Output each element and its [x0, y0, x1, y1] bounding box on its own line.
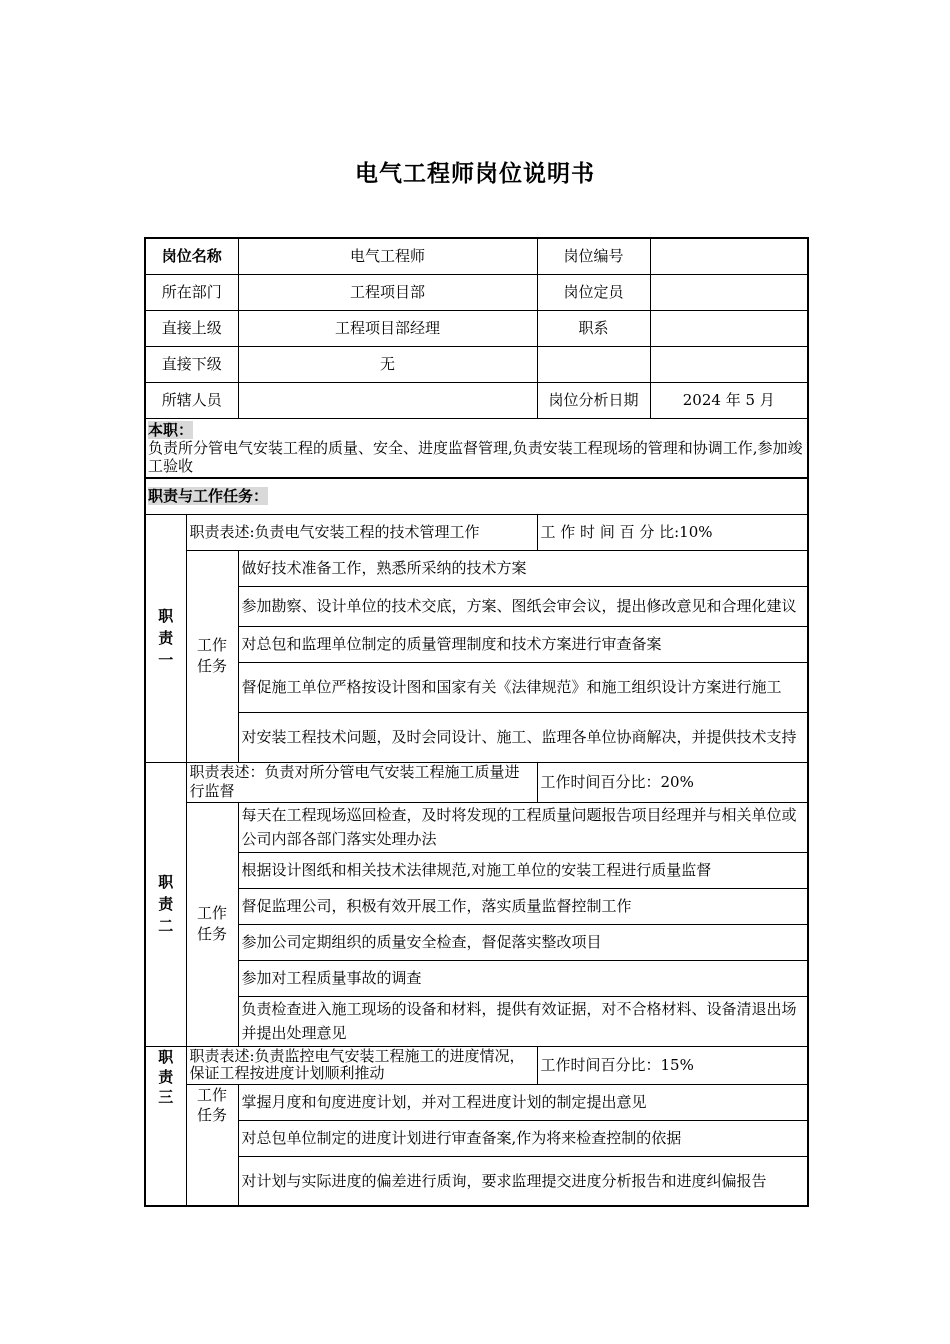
main-duty-text: 负责所分管电气安装工程的质量、安全、进度监督管理,负责安装工程现场的管理和协调工作,参加竣工验收 [148, 438, 803, 475]
label-analysis-date: 岗位分析日期 [537, 382, 650, 418]
job-description-table [144, 237, 809, 1207]
value-department: 工程项目部 [238, 274, 537, 310]
label-staff: 所辖人员 [145, 382, 238, 418]
duties-header: 职责与工作任务： [148, 486, 269, 505]
duty-1-name: 职责一 [145, 514, 186, 762]
duty-3-name: 职责三 [145, 1046, 186, 1206]
label-job-family: 职系 [537, 310, 650, 346]
value-staff [238, 382, 537, 418]
label-headcount: 岗位定员 [537, 274, 650, 310]
label-empty [537, 346, 650, 382]
duty-3-task: 对计划与实际进度的偏差进行质询，要求监理提交进度分析报告和进度纠偏报告 [238, 1156, 808, 1206]
value-position-name: 电气工程师 [238, 238, 537, 274]
duty-2-percent: 工作时间百分比：20% [537, 762, 808, 802]
value-job-family [650, 310, 808, 346]
duty-2-task: 每天在工程现场巡回检查，及时将发现的工程质量问题报告项目经理并与相关单位或公司内部各部门落实处理办法 [238, 802, 808, 852]
duty-3-percent: 工作时间百分比：15% [537, 1046, 808, 1084]
duty-2-task: 根据设计图纸和相关技术法律规范,对施工单位的安装工程进行质量监督 [238, 852, 808, 888]
duty-3-work-tasks-label: 工作任务 [186, 1084, 238, 1206]
duty-1-percent: 工 作 时 间 百 分 比:10% [537, 514, 808, 550]
duty-2-statement: 职责表述：负责对所分管电气安装工程施工质量进行监督 [186, 762, 537, 802]
value-position-code [650, 238, 808, 274]
duty-2-task: 督促监理公司，积极有效开展工作，落实质量监督控制工作 [238, 888, 808, 924]
duty-2-name: 职责二 [145, 762, 186, 1046]
value-headcount [650, 274, 808, 310]
duty-1-work-tasks-label: 工作任务 [186, 550, 238, 762]
duty-1-task: 督促施工单位严格按设计图和国家有关《法律规范》和施工组织设计方案进行施工 [238, 662, 808, 712]
value-subordinate: 无 [238, 346, 537, 382]
duty-2-task: 参加公司定期组织的质量安全检查，督促落实整改项目 [238, 924, 808, 960]
label-supervisor: 直接上级 [145, 310, 238, 346]
value-analysis-date: 2024 年 5 月 [650, 382, 808, 418]
label-position-name: 岗位名称 [145, 238, 238, 274]
duty-2-task: 参加对工程质量事故的调查 [238, 960, 808, 996]
duty-3-statement: 职责表述:负责监控电气安装工程施工的进度情况，保证工程按进度计划顺利推动 [186, 1046, 537, 1084]
label-position-code: 岗位编号 [537, 238, 650, 274]
value-empty [650, 346, 808, 382]
duty-2-task: 负责检查进入施工现场的设备和材料，提供有效证据，对不合格材料、设备清退出场并提出处理意见 [238, 996, 808, 1046]
duty-3-task: 掌握月度和旬度进度计划，并对工程进度计划的制定提出意见 [238, 1084, 808, 1120]
duty-1-statement: 职责表述:负责电气安装工程的技术管理工作 [186, 514, 537, 550]
label-subordinate: 直接下级 [145, 346, 238, 382]
value-supervisor: 工程项目部经理 [238, 310, 537, 346]
main-duty-section [145, 418, 808, 478]
duty-3-task: 对总包单位制定的进度计划进行审查备案,作为将来检查控制的依据 [238, 1120, 808, 1156]
duty-1-task: 做好技术准备工作，熟悉所采纳的技术方案 [238, 550, 808, 586]
page-title: 电气工程师岗位说明书 [355, 161, 595, 187]
label-department: 所在部门 [145, 274, 238, 310]
duty-2-work-tasks-label: 工作任务 [186, 802, 238, 1046]
main-duty-label: 本职： [148, 420, 194, 439]
duty-1-task: 参加勘察、设计单位的技术交底，方案、图纸会审会议，提出修改意见和合理化建议 [238, 586, 808, 626]
duty-1-task: 对总包和监理单位制定的质量管理制度和技术方案进行审查备案 [238, 626, 808, 662]
duty-1-task: 对安装工程技术问题，及时会同设计、施工、监理各单位协商解决，并提供技术支持 [238, 712, 808, 762]
